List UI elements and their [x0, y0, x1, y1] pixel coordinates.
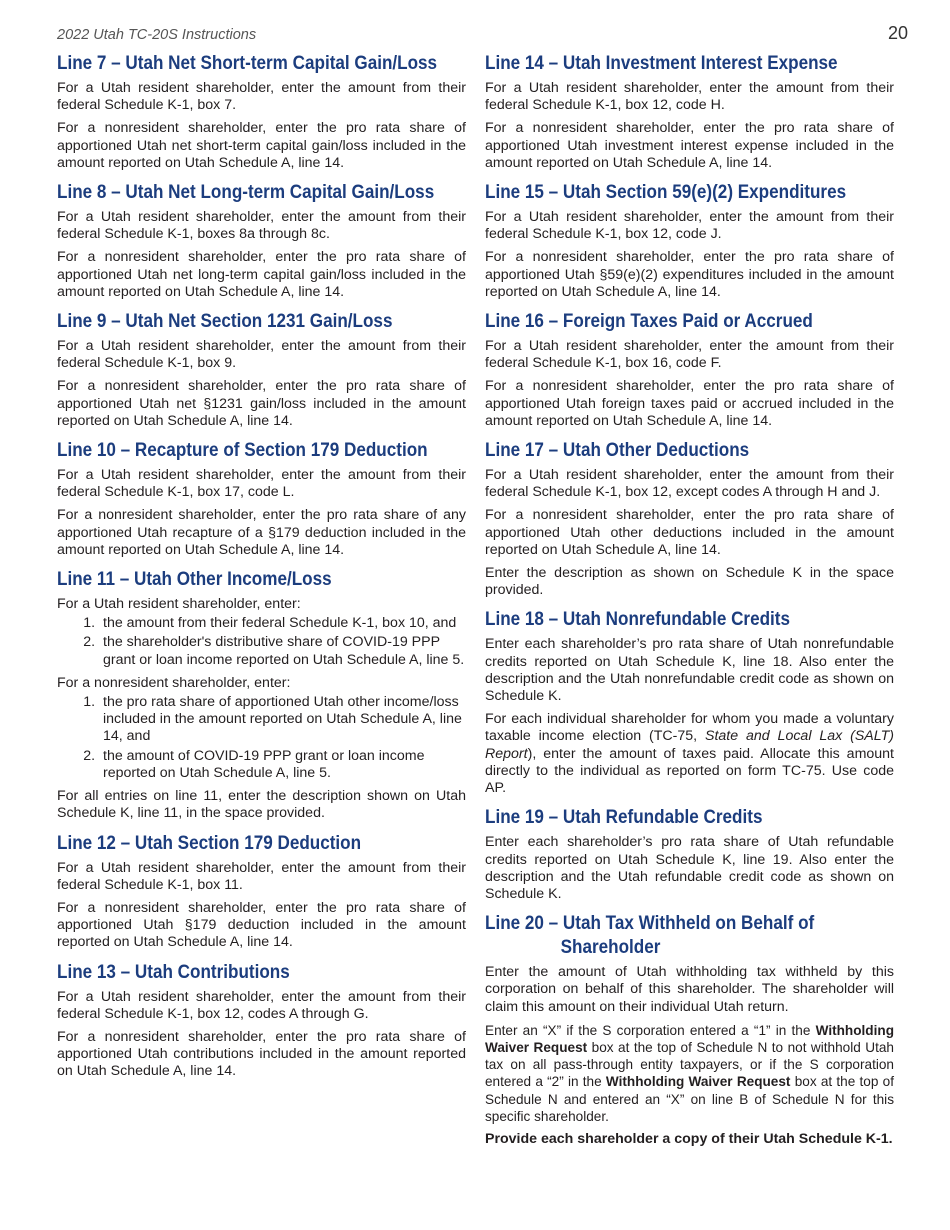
nonresident-paragraph: For a nonresident shareholder, enter the pro rata share of apportioned Utah other deductions included in the amount reported on Utah Schedule A, line 14. [485, 507, 894, 558]
nonresident-paragraph: For a nonresident shareholder, enter the pro rata share of apportioned Utah §59(e)(2) expenditures included in the amount reported on Utah Schedule A, line 14. [485, 249, 894, 300]
resident-paragraph: For a Utah resident shareholder, enter the amount from their federal Schedule K-1, box 12, except codes A through H and J. [485, 467, 894, 501]
left-column [57, 52, 466, 1090]
election-text-end: ), enter the amount of taxes paid. Allocate this amount directly to the individual as reported on form TC-75. Use code AP. [485, 745, 894, 797]
election-paragraph [485, 711, 894, 797]
resident-paragraph: For a Utah resident shareholder, enter the amount from their federal Schedule K-1, box 12, codes A through G. [57, 988, 466, 1022]
waiver-paragraph [485, 1022, 894, 1125]
section-line-7 [57, 52, 466, 172]
nonresident-paragraph: For a nonresident shareholder, enter the pro rata share of apportioned Utah investment interest expense included in the amount reported on Utah Schedule A, line 14. [485, 120, 894, 171]
section-line-12 [57, 832, 466, 952]
document-header-title: 2022 Utah TC-20S Instructions [57, 27, 257, 43]
list-item: 1. the pro rata share of apportioned Utah other income/loss included in the amount reported on Utah Schedule A, line 14, and [99, 694, 466, 746]
resident-paragraph: For a Utah resident shareholder, enter the amount from their federal Schedule K-1, box 12, code J. [485, 209, 894, 243]
section-heading: Line 17 – Utah Other Deductions [485, 440, 750, 462]
description-paragraph: Enter the description as shown on Schedule K in the space provided. [485, 565, 894, 599]
list-item: 1. the amount from their federal Schedule K-1, box 10, and [99, 615, 466, 632]
resident-paragraph: For a Utah resident shareholder, enter the amount from their federal Schedule K-1, box 12, code H. [485, 80, 894, 114]
section-line-18 [485, 608, 894, 797]
section-line-16 [485, 310, 894, 430]
resident-paragraph: For a Utah resident shareholder, enter the amount from their federal Schedule K-1, box 11. [57, 859, 466, 893]
provide-copy-note: Provide each shareholder a copy of their Utah Schedule K-1. [485, 1130, 893, 1147]
nonresident-paragraph: For a nonresident shareholder, enter the pro rata share of apportioned Utah contributions included in the amount reported on Utah Schedule A, line 14. [57, 1028, 466, 1080]
section-line-14 [485, 52, 894, 172]
section-line-10 [57, 439, 466, 559]
list-item: 2. the amount of COVID-19 PPP grant or loan income reported on Utah Schedule A, line 5. [99, 748, 466, 782]
section-heading: Line 9 – Utah Net Section 1231 Gain/Loss [57, 311, 393, 333]
section-line-17 [485, 439, 894, 599]
resident-paragraph: For a Utah resident shareholder, enter the amount from their federal Schedule K-1, box 7. [57, 80, 466, 114]
section-heading: Line 7 – Utah Net Short-term Capital Gain/Loss [57, 53, 438, 74]
nonresident-list [57, 694, 466, 782]
section-heading: Line 10 – Recapture of Section 179 Deduction [57, 440, 428, 462]
section-heading: Line 16 – Foreign Taxes Paid or Accrued [485, 311, 813, 333]
salt-report-title: State and Local Lax (SALT) Report [485, 728, 894, 762]
nonresident-paragraph: For a nonresident shareholder, enter the pro rata share of apportioned Utah foreign taxes paid or accrued included in the amount reported on Utah Schedule A, line 14. [485, 378, 894, 429]
heading-line-1: Line 20 – Utah Tax Withheld on Behalf of [485, 913, 815, 935]
section-line-13 [57, 961, 466, 1081]
section-heading: Line 13 – Utah Contributions [57, 961, 290, 983]
section-heading: Line 19 – Utah Refundable Credits [485, 807, 763, 829]
waiver-request-term-1: Withholding Waiver Request [485, 1022, 894, 1055]
section-heading [485, 912, 899, 960]
section-heading: Line 14 – Utah Investment Interest Expense [485, 53, 838, 74]
resident-paragraph: For a Utah resident shareholder, enter the amount from their federal Schedule K-1, boxes 8a through 8c. [57, 209, 466, 243]
nonresident-paragraph: For a nonresident shareholder, enter the pro rata share of apportioned Utah §179 deduction included in the amount reported on Utah Schedule A, line 14. [57, 899, 466, 951]
page-number: 20 [888, 23, 909, 43]
nonresident-paragraph: For a nonresident shareholder, enter the pro rata share of apportioned Utah net short-term capital gain/loss included in the amount reported on Utah Schedule A, line 14. [57, 120, 466, 171]
section-heading: Line 18 – Utah Nonrefundable Credits [485, 609, 791, 631]
nonresident-paragraph: For a nonresident shareholder, enter the pro rata share of any apportioned Utah recapture of a §179 deduction included in the amount reported on Utah Schedule A, line 14. [57, 507, 466, 558]
right-column [485, 52, 894, 1157]
waiver-request-term-2: Withholding Waiver Request [605, 1074, 791, 1090]
resident-paragraph: For a Utah resident shareholder, enter the amount from their federal Schedule K-1, box 9. [57, 338, 466, 372]
nonresident-paragraph: For a nonresident shareholder, enter the pro rata share of apportioned Utah net §1231 gain/loss included in the amount reported on Utah Schedule A, line 14. [57, 378, 466, 429]
resident-paragraph: For a Utah resident shareholder, enter the amount from their federal Schedule K-1, box 16, code F. [485, 338, 894, 372]
section-line-9 [57, 310, 466, 430]
heading-line-2: Shareholder [560, 937, 661, 959]
all-entries-paragraph: For all entries on line 11, enter the description shown on Utah Schedule K, line 11, in the space provided. [57, 788, 466, 822]
resident-list [57, 615, 466, 669]
section-line-15 [485, 181, 894, 301]
section-line-8 [57, 181, 466, 301]
nonresident-paragraph: For a nonresident shareholder, enter the pro rata share of apportioned Utah net long-term capital gain/loss included in the amount reported on Utah Schedule A, line 14. [57, 249, 466, 300]
section-line-19 [485, 806, 894, 903]
section-heading: Line 8 – Utah Net Long-term Capital Gain/Loss [57, 182, 435, 204]
withholding-paragraph: Enter the amount of Utah withholding tax withheld by this corporation on behalf of this shareholder. The shareholder will claim this amount on their individual Utah return. [485, 964, 894, 1015]
credits-paragraph: Enter each shareholder’s pro rata share of Utah nonrefundable credits reported on Utah Schedule K, line 18. Also enter the description and the Utah nonrefundable credit code as shown on Schedule K. [485, 636, 894, 705]
waiver-text-a: Enter an “X” if the S corporation entered a “1” in the [485, 1022, 816, 1038]
resident-intro: For a Utah resident shareholder, enter: [57, 596, 301, 613]
waiver-text-c: box at the top of Schedule N to not withhold Utah tax on all pass-through entity taxpayers, or if the S corporation entered a “2” in the [485, 1039, 894, 1090]
section-line-11 [57, 568, 466, 822]
section-heading: Line 11 – Utah Other Income/Loss [57, 569, 332, 591]
list-item: 2. the shareholder's distributive share of COVID-19 PPP grant or loan income reported on Utah Schedule A, line 5. [99, 634, 466, 668]
nonresident-intro: For a nonresident shareholder, enter: [57, 674, 291, 691]
waiver-text-e: box at the top of Schedule N and entered an “X” on line B of Schedule N for this specific shareholder. [485, 1074, 894, 1124]
credits-paragraph: Enter each shareholder’s pro rata share of Utah refundable credits reported on Utah Schedule K, line 19. Also enter the description and the Utah refundable credit code as shown on Schedule K. [485, 834, 894, 902]
election-text-start: For each individual shareholder for whom you made a voluntary taxable income election (TC-75, [485, 711, 894, 745]
section-line-20 [485, 912, 894, 1148]
resident-paragraph: For a Utah resident shareholder, enter the amount from their federal Schedule K-1, box 17, code L. [57, 467, 466, 501]
section-heading: Line 15 – Utah Section 59(e)(2) Expenditures [485, 182, 847, 204]
section-heading: Line 12 – Utah Section 179 Deduction [57, 832, 362, 854]
